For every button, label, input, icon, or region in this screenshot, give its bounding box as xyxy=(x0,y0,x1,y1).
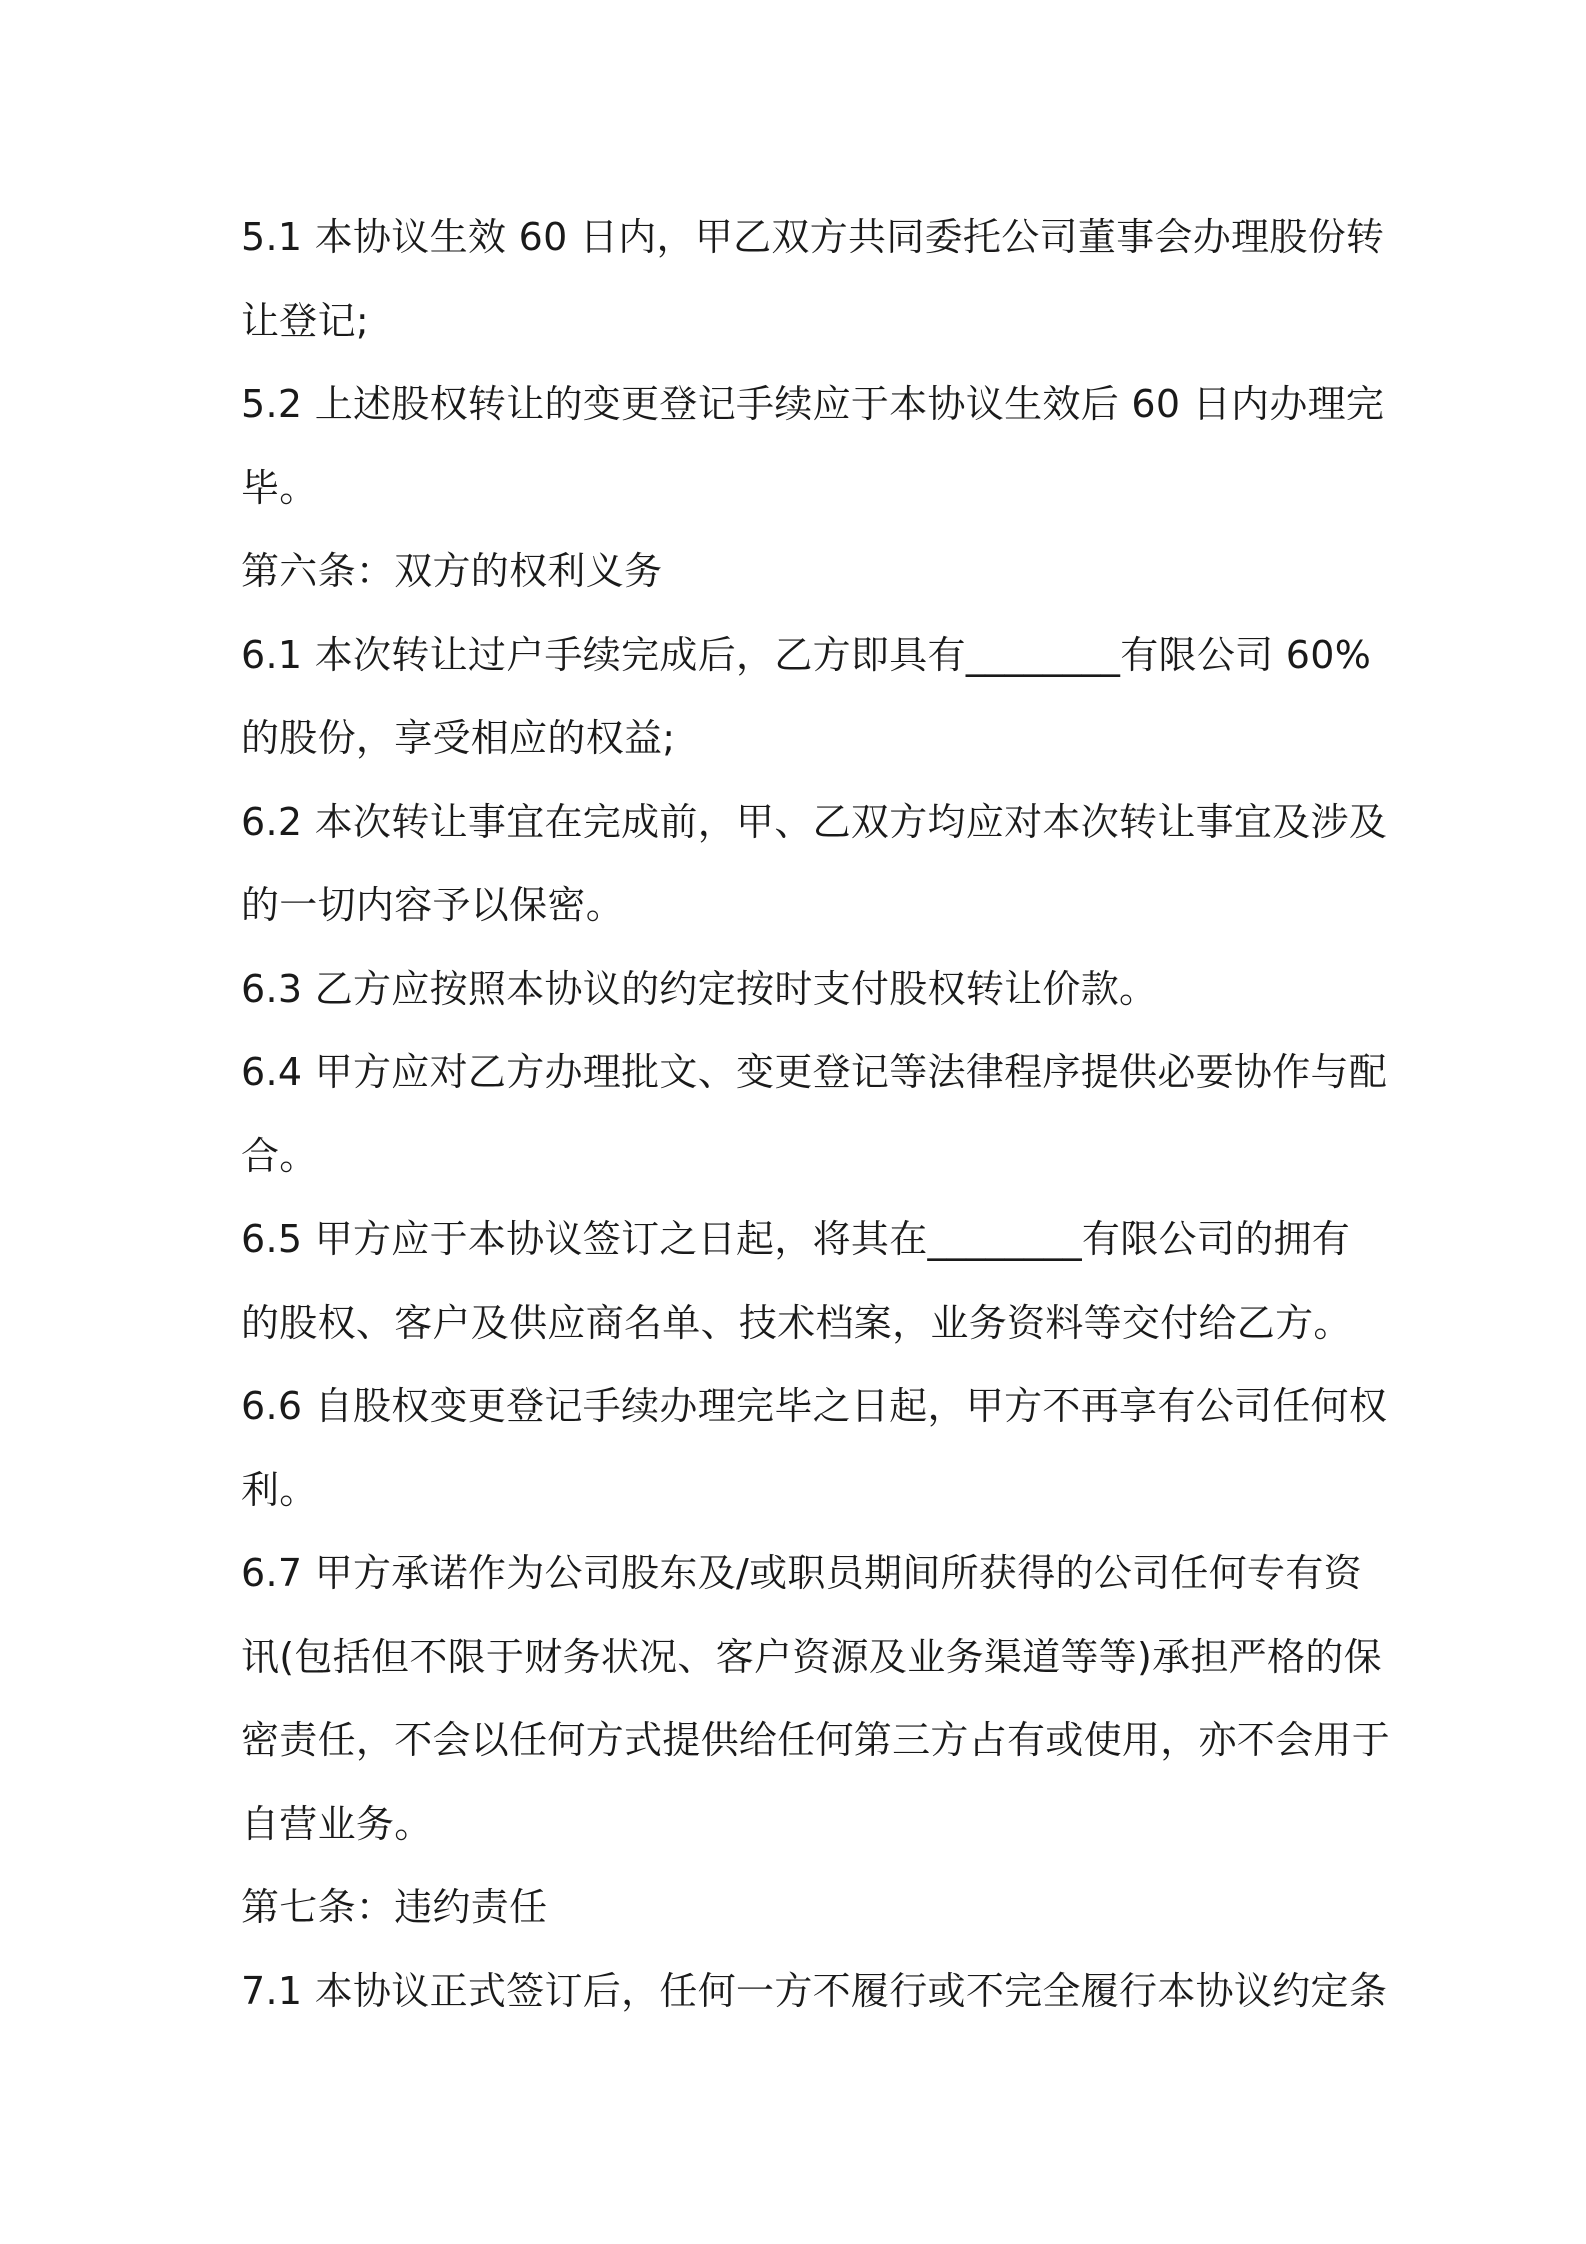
clause-5-1-line-1: 5.1 本协议生效 60 日内，甲乙双方共同委托公司董事会办理股份转 xyxy=(241,215,1385,259)
clause-7-1-line-1: 7.1 本协议正式签订后，任何一方不履行或不完全履行本协议约定条 xyxy=(241,1968,1388,2013)
article-7-heading: 第七条：违约责任 xyxy=(241,1885,548,1929)
clause-6-5-line-1: 6.5 甲方应于本协议签订之日起，将其在________有限公司的拥有 xyxy=(241,1217,1351,1261)
clause-5-1-line-2: 让登记; xyxy=(241,298,370,343)
clause-6-7-line-1: 6.7 甲方承诺作为公司股东及/或职员期间所获得的公司任何专有资 xyxy=(241,1551,1362,1595)
clause-6-2-line-1: 6.2 本次转让事宜在完成前，甲、乙双方均应对本次转让事宜及涉及 xyxy=(241,799,1388,844)
clause-6-7-line-4: 自营业务。 xyxy=(241,1801,433,1846)
clause-6-1-line-1: 6.1 本次转让过户手续完成后，乙方即具有________有限公司 60% xyxy=(241,632,1372,677)
clause-5-2-line-2: 毕。 xyxy=(241,465,318,510)
document-body xyxy=(241,196,1391,2033)
article-6-heading: 第六条：双方的权利义务 xyxy=(241,549,663,593)
clause-6-6-line-2: 利。 xyxy=(241,1467,318,1512)
clause-6-5-line-2: 的股权、客户及供应商名单、技术档案，业务资料等交付给乙方。 xyxy=(241,1300,1352,1345)
clause-6-1-line-2: 的股份，享受相应的权益; xyxy=(241,716,676,760)
clause-6-3-line-1: 6.3 乙方应按照本协议的约定按时支付股权转让价款。 xyxy=(241,966,1158,1011)
clause-6-7-line-3: 密责任，不会以任何方式提供给任何第三方占有或使用，亦不会用于 xyxy=(241,1718,1391,1762)
clause-5-2-line-1: 5.2 上述股权转让的变更登记手续应于本协议生效后 60 日内办理完 xyxy=(241,382,1385,426)
clause-6-4-line-2: 合。 xyxy=(241,1133,318,1178)
clause-6-2-line-2: 的一切内容予以保密。 xyxy=(241,883,625,927)
clause-6-4-line-1: 6.4 甲方应对乙方办理批文、变更登记等法律程序提供必要协作与配 xyxy=(241,1050,1388,1094)
clause-6-7-line-2: 讯(包括但不限于财务状况、客户资源及业务渠道等等)承担严格的保 xyxy=(241,1634,1382,1679)
clause-6-6-line-1: 6.6 自股权变更登记手续办理完毕之日起，甲方不再享有公司任何权 xyxy=(241,1384,1388,1428)
